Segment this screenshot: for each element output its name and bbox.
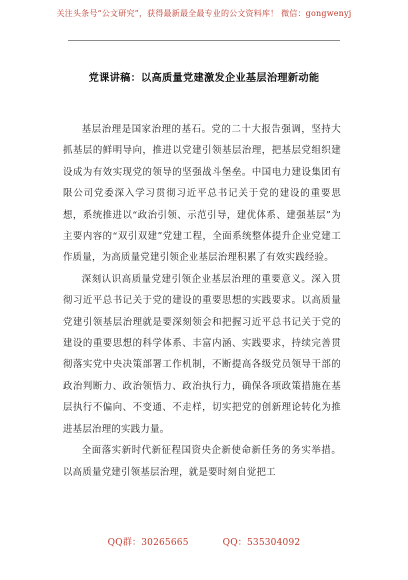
body-paragraph: 全面落实新时代新征程国资央企新使命新任务的务实举措。以高质量党建引领基层治理，就是要时刻自觉把工 bbox=[63, 445, 341, 478]
footer-qq-group: QQ群：30265665 bbox=[107, 538, 189, 548]
header-divider bbox=[68, 40, 340, 41]
document-title: 党课讲稿：以高质量党建激发企业基层治理新动能 bbox=[88, 72, 320, 84]
body-paragraph: 基层治理是国家治理的基石。党的二十大报告强调，坚持大抓基层的鲜明导向，推进以党建引领基层治理，把基层党组织建设成为有效实现党的领导的坚强战斗堡垒。中国电力建设集团有限公司党委深入学习贯彻习近平总书记关于党的建设的重要思想，系统推进以“政治引领、示范引导，建优体系、建强基层”为主要内容的“双引双建”党建工程，全面系统整体提升企业党建工作质量，为高质量党建引领企业基层治理积累了有效实践经验。 bbox=[63, 124, 341, 264]
footer-qq-number: QQ：535304092 bbox=[222, 538, 301, 548]
footer-contact bbox=[0, 535, 408, 548]
body-paragraph: 深刻认识高质量党建引领企业基层治理的重要意义。深入贯彻习近平总书记关于党的建设的重要思想的实践要求。以高质量党建引领基层治理就是要深刻领会和把握习近平总书记关于党的建设的重要思想的科学体系、丰富内涵、实践要求，持续完善贯彻落实党中央决策部署工作机制，不断提高各级党员领导干部的政治判断力、政治领悟力、政治执行力，确保各项政策措施在基层执行不偏向、不变通、不走样，切实把党的创新理论转化为推进基层治理的实践力量。 bbox=[63, 273, 341, 435]
header-promo-text: 关注头条号“公文研究”，获得最新最全最专业的公文资料库！ 微信：gongwenyj bbox=[56, 9, 352, 18]
document-body bbox=[63, 119, 341, 483]
